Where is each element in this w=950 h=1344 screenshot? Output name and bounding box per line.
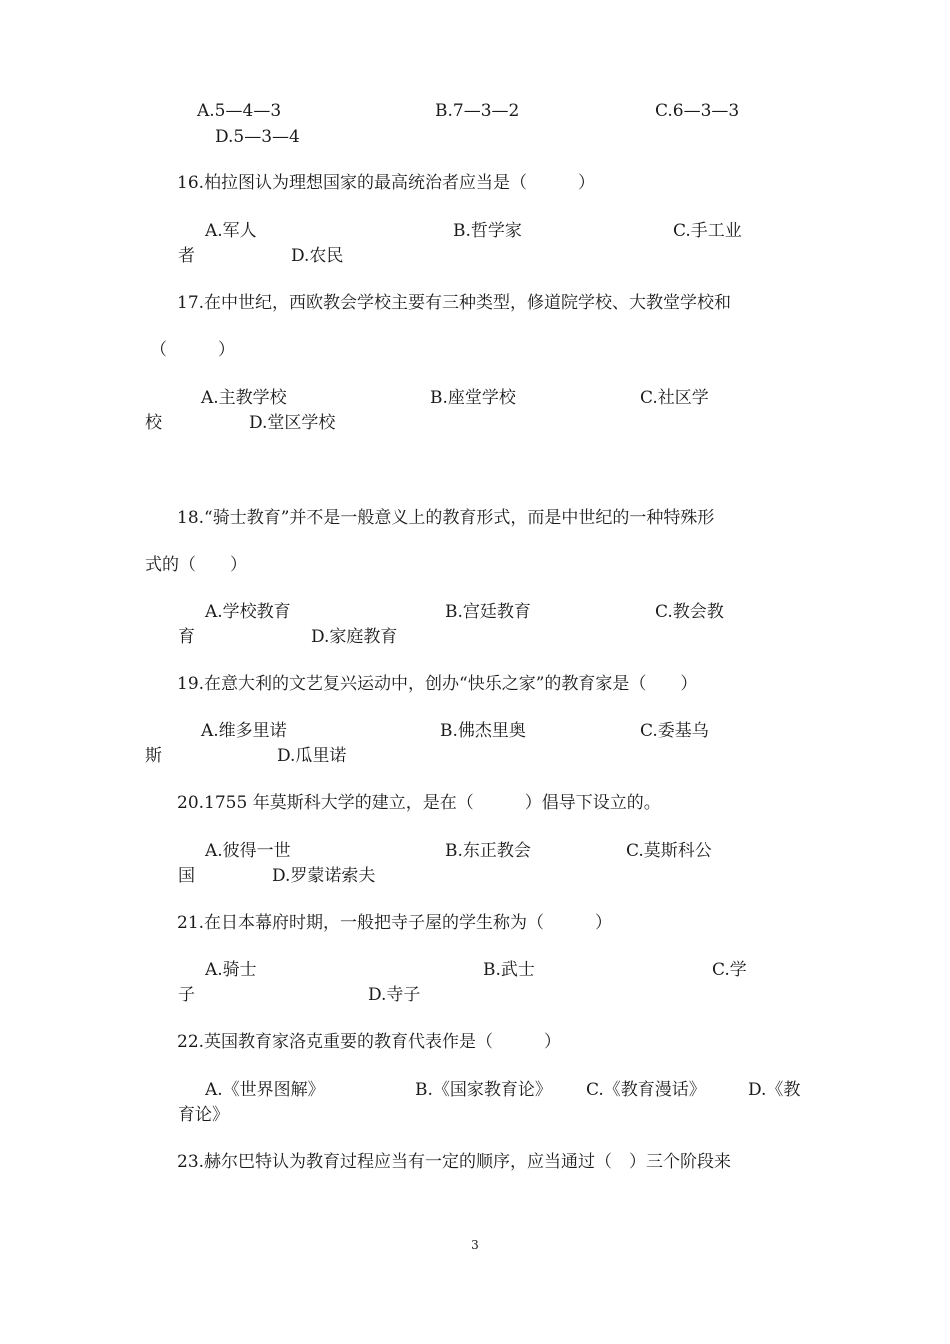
- q20-option-c: C.莫斯科公: [626, 841, 712, 861]
- q21-option-c-wrap: 子: [178, 985, 195, 1005]
- q22-option-d: D.《教: [748, 1080, 801, 1100]
- q22-option-c: C.《教育漫话》: [586, 1080, 706, 1100]
- q17-stem-line2: （ ）: [150, 340, 235, 360]
- q21-option-c: C.学: [712, 960, 747, 980]
- q22-stem: 22.英国教育家洛克重要的教育代表作是（ ）: [177, 1032, 562, 1052]
- q21-option-a: A.骑士: [205, 960, 257, 980]
- q20-option-d: D.罗蒙诺索夫: [272, 866, 376, 886]
- q17-option-c: C.社区学: [640, 388, 709, 408]
- q19-option-b: B.佛杰里奥: [440, 721, 526, 741]
- q15-option-d: D.5—3—4: [215, 127, 300, 147]
- q21-option-b: B.武士: [483, 960, 535, 980]
- q18-option-c: C.教会教: [655, 602, 724, 622]
- q19-option-c: C.委基乌: [640, 721, 709, 741]
- q23-stem: 23.赫尔巴特认为教育过程应当有一定的顺序，应当通过（ ）三个阶段来: [177, 1152, 732, 1172]
- q19-option-d: D.瓜里诺: [277, 746, 347, 766]
- q16-option-a: A.军人: [205, 221, 257, 241]
- q15-option-b: B.7—3—2: [435, 101, 520, 121]
- q22-option-d-wrap: 育论》: [178, 1105, 229, 1125]
- q17-option-d: D.堂区学校: [249, 413, 336, 433]
- q17-stem-line1: 17.在中世纪，西欧教会学校主要有三种类型，修道院学校、大教堂学校和: [177, 293, 732, 313]
- q17-option-b: B.座堂学校: [430, 388, 516, 408]
- q17-option-c-wrap: 校: [145, 413, 162, 433]
- q21-stem: 21.在日本幕府时期，一般把寺子屋的学生称为（ ）: [177, 913, 613, 933]
- page-number: 3: [471, 1238, 479, 1252]
- q22-option-b: B.《国家教育论》: [415, 1080, 552, 1100]
- q20-stem: 20.1755 年莫斯科大学的建立，是在（ ）倡导下设立的。: [177, 793, 661, 813]
- q20-option-a: A.彼得一世: [205, 841, 291, 861]
- q20-option-b: B.东正教会: [445, 841, 531, 861]
- q18-option-a: A.学校教育: [205, 602, 291, 622]
- q19-option-a: A.维多里诺: [201, 721, 287, 741]
- q15-option-a: A.5—4—3: [197, 101, 282, 121]
- q18-option-d: D.家庭教育: [311, 627, 398, 647]
- q21-option-d: D.寺子: [368, 985, 421, 1005]
- q16-option-b: B.哲学家: [453, 221, 522, 241]
- q15-option-c: C.6—3—3: [655, 101, 740, 121]
- q17-option-a: A.主教学校: [201, 388, 287, 408]
- q19-stem: 19.在意大利的文艺复兴运动中，创办“快乐之家”的教育家是（ ）: [177, 674, 698, 694]
- q22-option-a: A.《世界图解》: [205, 1080, 325, 1100]
- q16-stem: 16.柏拉图认为理想国家的最高统治者应当是（ ）: [177, 173, 596, 193]
- q16-option-d: D.农民: [291, 246, 344, 266]
- q19-option-c-wrap: 斯: [145, 746, 162, 766]
- q20-option-c-wrap: 国: [178, 866, 195, 886]
- q18-stem-line1: 18.“骑士教育”并不是一般意义上的教育形式，而是中世纪的一种特殊形: [177, 508, 715, 528]
- q16-option-c-wrap: 者: [178, 246, 195, 266]
- q18-option-c-wrap: 育: [178, 627, 195, 647]
- q18-stem-line2: 式的（ ）: [145, 555, 247, 575]
- q16-option-c: C.手工业: [673, 221, 742, 241]
- q18-option-b: B.宫廷教育: [445, 602, 531, 622]
